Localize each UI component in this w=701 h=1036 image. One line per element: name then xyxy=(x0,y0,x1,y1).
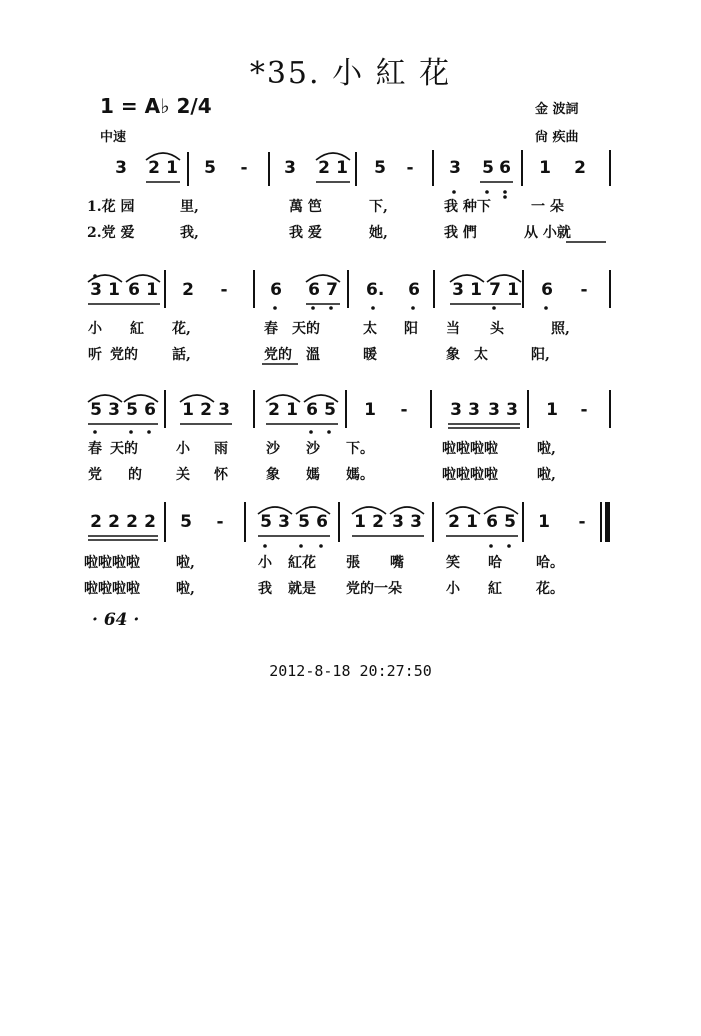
barline xyxy=(521,150,523,186)
note: 6 xyxy=(541,280,553,300)
lyric: 党的一朵 xyxy=(346,581,402,597)
barline xyxy=(338,502,340,542)
note: 6 xyxy=(408,280,420,300)
lyric: 照, xyxy=(551,321,570,337)
lyric: 沙 xyxy=(306,441,320,457)
note: 6 xyxy=(486,512,498,532)
lyric: 萬 笆 xyxy=(289,199,322,215)
barline xyxy=(187,152,189,186)
lyric: 小 xyxy=(176,441,190,457)
lyric: 天的 xyxy=(110,441,138,457)
lyric: 党 xyxy=(88,467,102,483)
barline xyxy=(522,502,524,542)
lyric: 哈。 xyxy=(536,555,564,571)
note: 5 xyxy=(298,512,310,532)
note: 2 xyxy=(268,400,280,420)
lyric: 媽。 xyxy=(346,467,374,483)
lyric: 我 种下 xyxy=(444,199,491,215)
note: - xyxy=(406,158,414,178)
note: 6. xyxy=(366,280,385,300)
lyric: 象 xyxy=(266,467,280,483)
note: 3 xyxy=(218,400,230,420)
lyric: 我 xyxy=(258,581,272,597)
note: 5 xyxy=(126,400,138,420)
lyric: 下。 xyxy=(346,441,374,457)
lyric: 1.花 园 xyxy=(87,199,135,215)
lyric: 党的 xyxy=(264,347,292,363)
note: 3 xyxy=(108,400,120,420)
lyric: 春 xyxy=(264,321,278,337)
note: - xyxy=(580,400,588,420)
octave-dot xyxy=(263,544,267,548)
lyric: 当 xyxy=(446,321,460,337)
note: 6 xyxy=(316,512,328,532)
page-number: · 64 · xyxy=(92,610,140,630)
lyric: 花, xyxy=(172,321,191,337)
note: 5 xyxy=(204,158,216,178)
note: 3 xyxy=(90,280,102,300)
barline xyxy=(430,390,432,428)
lyric: 啦, xyxy=(176,581,195,597)
lyric: 雨 xyxy=(214,441,228,457)
barline xyxy=(609,390,611,428)
note: 5 xyxy=(324,400,336,420)
note: 3 xyxy=(506,400,518,420)
barline xyxy=(432,150,434,186)
octave-dot xyxy=(327,430,331,434)
lyric: 嘴 xyxy=(390,555,404,571)
octave-dot xyxy=(309,430,313,434)
note: 3 xyxy=(115,158,127,178)
lyric: 听 xyxy=(88,347,102,363)
lyric: 啦, xyxy=(537,441,556,457)
octave-dot xyxy=(503,190,507,194)
lyric: 紅 xyxy=(488,581,502,597)
note: 1 xyxy=(108,280,120,300)
note: - xyxy=(220,280,228,300)
lyric: 沙 xyxy=(266,441,280,457)
barline xyxy=(164,502,166,542)
lyric: 暖 xyxy=(363,347,377,363)
composer-credit: 尙 疾曲 xyxy=(535,130,579,145)
lyric: 关 xyxy=(176,467,190,483)
timestamp: 2012-8-18 20:27:50 xyxy=(269,662,432,680)
barline xyxy=(345,390,347,428)
lyric: 啦啦啦啦 xyxy=(84,581,140,597)
note: 6 xyxy=(144,400,156,420)
note: 5 xyxy=(504,512,516,532)
lyric: 2.党 爱 xyxy=(87,225,135,241)
barline xyxy=(522,270,524,308)
barline xyxy=(347,270,349,308)
lyric: 她, xyxy=(369,225,388,241)
barline xyxy=(244,502,246,542)
note: 2 xyxy=(144,512,156,532)
lyric: 溫 xyxy=(306,347,320,363)
lyric: 媽 xyxy=(306,467,320,483)
lyric: 就是 xyxy=(288,581,316,597)
note: 5 xyxy=(180,512,192,532)
octave-dot xyxy=(371,306,375,310)
octave-dot xyxy=(489,544,493,548)
note: 6 xyxy=(306,400,318,420)
final-barline xyxy=(600,502,602,542)
note: 3 xyxy=(278,512,290,532)
note: 2 xyxy=(318,158,330,178)
lyric: 象 xyxy=(446,347,460,363)
note: 3 xyxy=(449,158,461,178)
lyric: 張 xyxy=(346,555,360,571)
note: 1 xyxy=(546,400,558,420)
note: - xyxy=(400,400,408,420)
lyric: 啦啦啦啦 xyxy=(442,467,498,483)
lyric: 花。 xyxy=(536,581,564,597)
note: 2 xyxy=(182,280,194,300)
note: 2 xyxy=(148,158,160,178)
lyric: 啦啦啦啦 xyxy=(442,441,498,457)
note: 2 xyxy=(126,512,138,532)
note: 3 xyxy=(450,400,462,420)
note: 2 xyxy=(372,512,384,532)
lyric: 紅 xyxy=(130,321,144,337)
lyric: 啦, xyxy=(537,467,556,483)
octave-dot xyxy=(492,306,496,310)
lyric: 里, xyxy=(180,199,199,215)
lyric: 小 xyxy=(88,321,102,337)
note: 6 xyxy=(270,280,282,300)
note: 1 xyxy=(182,400,194,420)
barline xyxy=(355,152,357,186)
final-barline-thick xyxy=(605,502,610,542)
note: 1 xyxy=(336,158,348,178)
lyric: 的 xyxy=(128,467,142,483)
note: 6 xyxy=(128,280,140,300)
lyric: 啦, xyxy=(176,555,195,571)
note: 2 xyxy=(200,400,212,420)
lyric: 紅花 xyxy=(288,555,316,571)
octave-dot xyxy=(503,195,507,199)
lyric: 党的 xyxy=(110,347,138,363)
note: 5 xyxy=(482,158,494,178)
tempo-marking: 中速 xyxy=(100,130,127,145)
lyric: 啦啦啦啦 xyxy=(84,555,140,571)
lyric: 太 xyxy=(363,321,377,337)
lyric: 我 們 xyxy=(444,225,477,241)
lyric: 太 xyxy=(474,347,488,363)
octave-dot xyxy=(93,274,97,278)
lyricist-credit: 金 波詞 xyxy=(535,102,579,117)
note: 1 xyxy=(539,158,551,178)
note: 1 xyxy=(146,280,158,300)
note: - xyxy=(580,280,588,300)
note: 1 xyxy=(466,512,478,532)
lyric: 头 xyxy=(490,321,504,337)
octave-dot xyxy=(485,190,489,194)
note: 7 xyxy=(489,280,501,300)
key-signature: 1 = A♭ 2/4 xyxy=(100,94,212,118)
lyric: 小 xyxy=(446,581,460,597)
lyric: 下, xyxy=(369,199,388,215)
note: 5 xyxy=(374,158,386,178)
note: 2 xyxy=(448,512,460,532)
octave-dot xyxy=(329,306,333,310)
note: 1 xyxy=(364,400,376,420)
note: 6 xyxy=(308,280,320,300)
note: - xyxy=(216,512,224,532)
octave-dot xyxy=(93,430,97,434)
note: 5 xyxy=(90,400,102,420)
note: 3 xyxy=(468,400,480,420)
octave-dot xyxy=(273,306,277,310)
lyric: 从 小就 xyxy=(524,225,571,241)
note: 3 xyxy=(452,280,464,300)
barline xyxy=(253,390,255,428)
note: - xyxy=(578,512,586,532)
lyric: 怀 xyxy=(214,467,228,483)
octave-dot xyxy=(507,544,511,548)
barline xyxy=(609,270,611,308)
lyric: 笑 xyxy=(446,555,460,571)
note: 1 xyxy=(354,512,366,532)
note: - xyxy=(240,158,248,178)
lyric: 話, xyxy=(172,347,191,363)
octave-dot xyxy=(452,190,456,194)
note: 2 xyxy=(574,158,586,178)
barline xyxy=(253,270,255,308)
note: 3 xyxy=(284,158,296,178)
barline xyxy=(164,390,166,428)
lyric: 天的 xyxy=(292,321,320,337)
octave-dot xyxy=(311,306,315,310)
octave-dot xyxy=(147,430,151,434)
lyric: 阳, xyxy=(531,347,550,363)
lyric: 一 朵 xyxy=(531,199,564,215)
lyric: 春 xyxy=(88,441,102,457)
lyric: 我, xyxy=(180,225,199,241)
octave-dot xyxy=(299,544,303,548)
octave-dot xyxy=(544,306,548,310)
lyric: 小 xyxy=(258,555,272,571)
lyric: 我 爱 xyxy=(289,225,322,241)
note: 3 xyxy=(392,512,404,532)
note: 2 xyxy=(90,512,102,532)
note: 1 xyxy=(166,158,178,178)
note: 2 xyxy=(108,512,120,532)
octave-dot xyxy=(319,544,323,548)
song-title: *35. 小 紅 花 xyxy=(249,56,452,91)
note: 6 xyxy=(499,158,511,178)
note: 3 xyxy=(488,400,500,420)
note: 1 xyxy=(286,400,298,420)
barline xyxy=(268,152,270,186)
note: 1 xyxy=(538,512,550,532)
note: 7 xyxy=(326,280,338,300)
note: 1 xyxy=(507,280,519,300)
barline xyxy=(609,150,611,186)
barline xyxy=(527,390,529,428)
octave-dot xyxy=(129,430,133,434)
lyric: 哈 xyxy=(488,555,502,571)
octave-dot xyxy=(411,306,415,310)
lyric: 阳 xyxy=(404,321,418,337)
barline xyxy=(432,502,434,542)
barline xyxy=(164,270,166,308)
note: 5 xyxy=(260,512,272,532)
note: 3 xyxy=(410,512,422,532)
barline xyxy=(433,270,435,308)
note: 1 xyxy=(470,280,482,300)
